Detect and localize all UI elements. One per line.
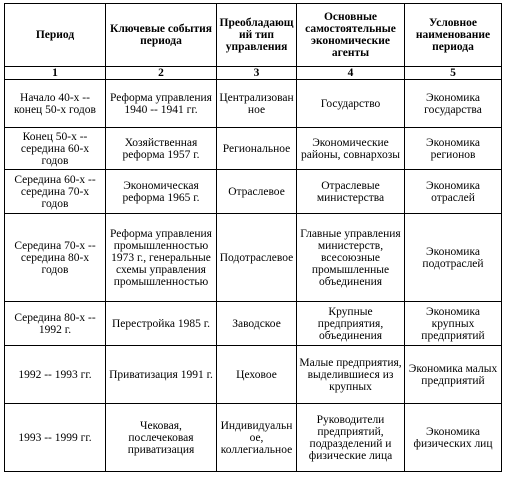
- column-number: 1: [5, 67, 106, 80]
- cell-agents: Государство: [297, 80, 405, 128]
- cell-events: Реформа управления промышленностью 1973 г., генеральные схемы управления промышленностью: [106, 214, 217, 302]
- cell-period: 1993 -- 1999 гг.: [5, 404, 106, 472]
- cell-management: Подотраслевое: [217, 214, 297, 302]
- table-row: [5, 80, 502, 128]
- cell-name: Экономика отраслей: [405, 170, 502, 214]
- column-number-row: [5, 67, 502, 80]
- cell-events: Чековая, послечековая приватизация: [106, 404, 217, 472]
- cell-period: Середина 80-х -- 1992 г.: [5, 302, 106, 346]
- table-row: [5, 302, 502, 346]
- table-row: [5, 170, 502, 214]
- cell-agents: Отраслевые министерства: [297, 170, 405, 214]
- cell-period: Конец 50-х -- середина 60-х годов: [5, 128, 106, 170]
- header-economic-agents: Основные самостоятельные экономические агенты: [297, 4, 405, 67]
- cell-period: Начало 40-х -- конец 50-х годов: [5, 80, 106, 128]
- table-row: [5, 404, 502, 472]
- cell-management: Отраслевое: [217, 170, 297, 214]
- header-period-name: Условное наименование периода: [405, 4, 502, 67]
- header-management-type: Преобладающий тип управления: [217, 4, 297, 67]
- cell-period: Середина 70-х -- середина 80-х годов: [5, 214, 106, 302]
- cell-management: Цеховое: [217, 346, 297, 404]
- cell-name: Экономика государства: [405, 80, 502, 128]
- column-number: 2: [106, 67, 217, 80]
- header-period: Период: [5, 4, 106, 67]
- cell-agents: Руководители предприятий, подразделений и физические лица: [297, 404, 405, 472]
- column-number: 4: [297, 67, 405, 80]
- cell-name: Экономика крупных предприятий: [405, 302, 502, 346]
- cell-events: Хозяйственная реформа 1957 г.: [106, 128, 217, 170]
- cell-agents: Малые предприятия, выделившиеся из крупных: [297, 346, 405, 404]
- table-row: [5, 128, 502, 170]
- table-row: [5, 214, 502, 302]
- column-number: 5: [405, 67, 502, 80]
- cell-period: Середина 60-х -- середина 70-х годов: [5, 170, 106, 214]
- periods-table: [4, 3, 502, 472]
- cell-name: Экономика регионов: [405, 128, 502, 170]
- header-key-events: Ключевые события периода: [106, 4, 217, 67]
- column-number: 3: [217, 67, 297, 80]
- cell-events: Экономическая реформа 1965 г.: [106, 170, 217, 214]
- cell-period: 1992 -- 1993 гг.: [5, 346, 106, 404]
- cell-management: Индивидуальное, коллегиальное: [217, 404, 297, 472]
- cell-events: Реформа управления 1940 -- 1941 гг.: [106, 80, 217, 128]
- header-row: [5, 4, 502, 67]
- cell-management: Заводское: [217, 302, 297, 346]
- cell-events: Перестройка 1985 г.: [106, 302, 217, 346]
- cell-management: Региональное: [217, 128, 297, 170]
- cell-events: Приватизация 1991 г.: [106, 346, 217, 404]
- cell-name: Экономика физических лиц: [405, 404, 502, 472]
- cell-name: Экономика подотраслей: [405, 214, 502, 302]
- cell-management: Централизованное: [217, 80, 297, 128]
- cell-agents: Экономические районы, совнархозы: [297, 128, 405, 170]
- table-row: [5, 346, 502, 404]
- cell-agents: Главные управления министерств, всесоюзные промышленные объединения: [297, 214, 405, 302]
- cell-agents: Крупные предприятия, объединения: [297, 302, 405, 346]
- cell-name: Экономика малых предприятий: [405, 346, 502, 404]
